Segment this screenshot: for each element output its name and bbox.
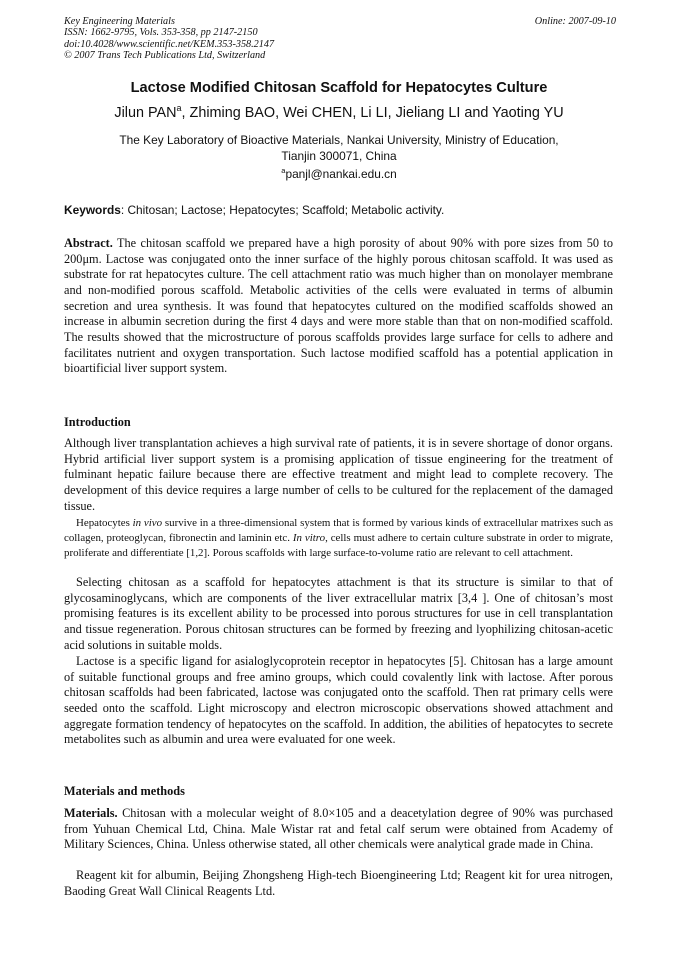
intro-p2-text-c: , cells must adhere to certain culture substrate in order to migrate, proliferate and differentiate [1,2]. Porous scaffolds with large surface-to-volume ratio are relevant to cell attachment.	[64, 532, 613, 560]
affiliation	[0, 133, 678, 164]
abstract-label: Abstract.	[64, 236, 113, 250]
intro-p2-text-b: survive in a three-dimensional system that is formed by various kinds of extracellular matrixes such as collagen, proteoglycan, fibronectin and laminin etc.	[64, 517, 613, 545]
materials-label: Materials.	[64, 806, 118, 820]
keywords-text: : Chitosan; Lactose; Hepatocytes; Scaffold; Metabolic activity.	[120, 203, 445, 217]
author-list	[0, 104, 678, 123]
email-superscript: a	[281, 166, 286, 175]
paper-title: Lactose Modified Chitosan Scaffold for Hepatocytes Culture	[130, 80, 548, 96]
affiliation-line-1: The Key Laboratory of Bioactive Materials, Nankai University, Ministry of Education,	[119, 133, 559, 147]
intro-p2-italic-1: in vivo	[132, 517, 163, 529]
copyright-line: © 2007 Trans Tech Publications Ltd, Switzerland	[64, 50, 266, 62]
methods-paragraph-2: Reagent kit for albumin, Beijing Zhongsheng High-tech Bioengineering Ltd; Reagent kit for urea nitrogen, Baoding Great Wall Clinical Reagents Ltd.	[64, 868, 613, 898]
introduction-heading: Introduction	[64, 415, 131, 429]
intro-paragraph-2	[64, 516, 613, 561]
methods-paragraph-1	[64, 806, 613, 853]
affiliation-line-2: Tianjin 300071, China	[281, 148, 397, 163]
author-superscript: a	[176, 103, 182, 113]
journal-header	[64, 16, 484, 62]
journal-name: Key Engineering Materials	[64, 16, 175, 27]
author-email	[0, 167, 678, 182]
abstract	[64, 236, 613, 377]
materials-text: Chitosan with a molecular weight of 8.0×105 and a deacetylation degree of 90% was purchased from Yuhuan Chemical Ltd, China. Male Wistar rat and fetal calf serum were obtained from Academy of Military Sciences, China. Unless otherwise stated, all other chemicals were analytical grade made in China.	[64, 806, 613, 852]
email-address: panjl@nankai.edu.cn	[285, 167, 397, 181]
first-author: Jilun PAN	[114, 105, 177, 121]
intro-p2-text-a: Hepatocytes	[76, 517, 133, 529]
keywords-label: Keywords	[64, 203, 121, 217]
issn-line: ISSN: 1662-9795, Vols. 353-358, pp 2147-2150	[64, 27, 258, 39]
keywords	[64, 203, 624, 217]
online-date: Online: 2007-09-10	[534, 16, 616, 27]
intro-paragraph-4: Lactose is a specific ligand for asialoglycoprotein receptor in hepatocytes [5]. Chitosan has a large amount of suitable functional groups and free amino groups, which could covalently link with lactose. After porous chitosan scaffolds had been fabricated, lactose was conjugated onto the scaffold. Then rat primary cells were seeded onto the scaffold. Light microscopy and electron microscopic observations showed attachment and aggregate formation tendency of hepatocytes on the scaffold. In addition, the abilities of hepatocytes to secrete metabolites such as albumin and urea were evaluated for one week.	[64, 654, 613, 747]
doi-line: doi:10.4028/www.scientific.net/KEM.353-358.2147	[64, 38, 275, 50]
intro-p2-italic-2: In vitro	[292, 532, 326, 545]
methods-heading: Materials and methods	[64, 784, 185, 798]
intro-paragraph-3: Selecting chitosan as a scaffold for hepatocytes attachment is that its structure is similar to that of glycosaminoglycans, which are components of the liver extracellular matrix [3,4 ]. One of chitosan’s most promising features is its excellent ability to be processed into porous structures for use in cell transplantation and tissue regeneration. Porous chitosan structures can be formed by freezing and lyophilizing chitosan-acetic acid solutions in suitable molds.	[64, 575, 613, 652]
other-authors: , Zhiming BAO, Wei CHEN, Li LI, Jieliang LI and Yaoting YU	[181, 105, 564, 121]
abstract-text: The chitosan scaffold we prepared have a high porosity of about 90% with pore sizes from 50 to 200μm. Lactose was conjugated onto the inner surface of the highly porous chitosan scaffold. It was used as substrate for rat hepatocytes culture. The cell attachment ratio was much higher than on monolayer membrane and non-modified porous scaffold. Metabolic activities of the cells were evaluated in terms of albumin secretion and urea synthesis. It was found that hepatocytes cultured on the modified scaffolds showed an increase in albumin secretion during the first 4 days and were more stable than that on non-modified scaffold. The results showed that the microstructure of porous scaffolds provides large surface for cells to adhere and facilitates nutrient and oxygen transportation. Such lactose modified scaffold has a potential application in bioartificial liver support system.	[64, 236, 613, 376]
intro-paragraph-1: Although liver transplantation achieves a high survival rate of patients, it is in severe shortage of donor organs. Hybrid artificial liver support system is a promising application of tissue engineering for the treatment of fulminant hepatic failure because there are effective treatment and might lead to complete recovery. The development of this device requires a large number of cells to be cultured for the replacement of the damaged tissue.	[64, 436, 613, 513]
